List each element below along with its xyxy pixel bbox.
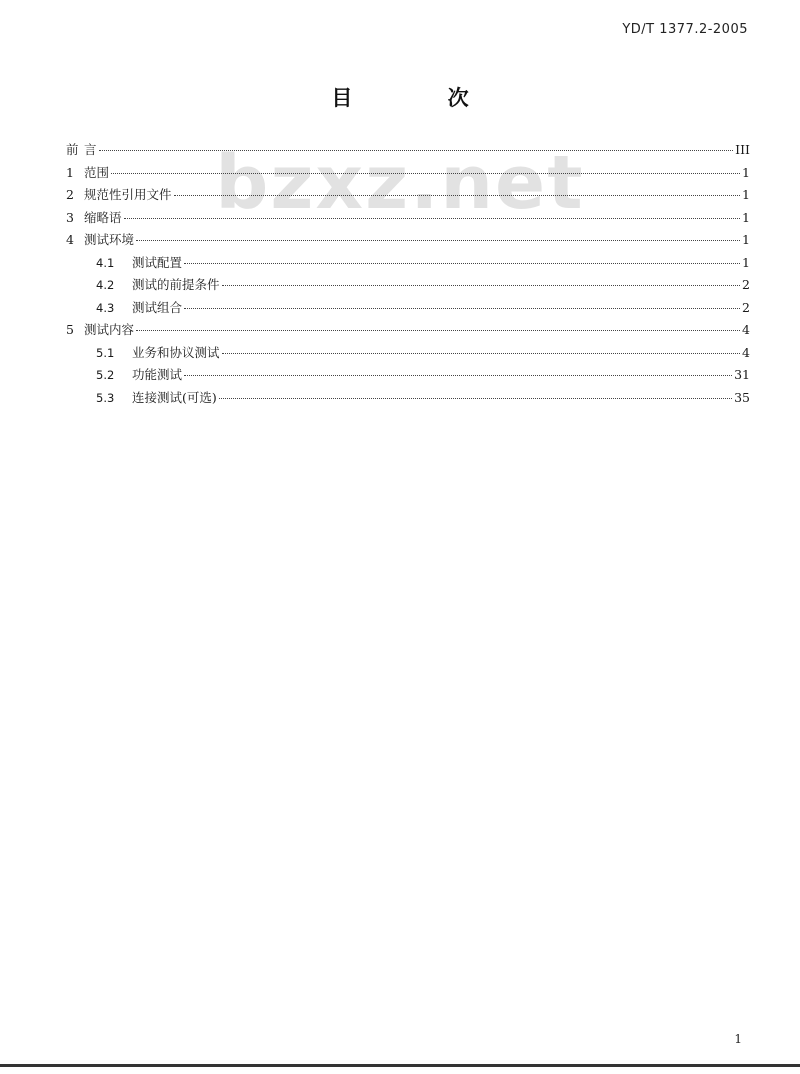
toc-entry-number: 4.1 — [96, 255, 115, 270]
toc-entry-number: 5 — [66, 322, 74, 337]
toc-entry-4-2[interactable] — [66, 275, 750, 298]
toc-entry-title: 测试组合 — [132, 299, 183, 315]
dot-leader — [219, 398, 732, 399]
toc-entry-4-1[interactable] — [66, 253, 750, 276]
toc-entry-title: 业务和协议测试 — [132, 344, 220, 360]
toc-entry-4[interactable] — [66, 230, 750, 253]
toc-entry-2[interactable] — [66, 185, 750, 208]
toc-entry-3[interactable] — [66, 208, 750, 231]
dot-leader — [111, 173, 740, 174]
toc-entry-number: 1 — [66, 164, 74, 180]
watermark: bzxz.net — [215, 140, 585, 226]
toc-entry-page: III — [735, 142, 750, 157]
toc-entry-title: 测试环境 — [84, 232, 135, 247]
toc-entry-page: 2 — [742, 299, 750, 315]
toc-entry-title: 规范性引用文件 — [84, 187, 172, 202]
toc-entry-page: 1 — [742, 209, 750, 225]
table-of-contents — [66, 140, 750, 410]
toc-entry-foreword[interactable] — [66, 140, 750, 163]
toc-entry-5-2[interactable] — [66, 365, 750, 388]
toc-entry-title: 范围 — [84, 164, 110, 180]
toc-entry-title: 言 — [84, 142, 97, 157]
dot-leader — [99, 150, 734, 151]
toc-entry-1[interactable] — [66, 163, 750, 186]
toc-entry-title: 测试的前提条件 — [132, 277, 220, 292]
toc-entry-page: 31 — [734, 367, 750, 382]
dot-leader — [174, 195, 741, 196]
toc-entry-number: 4.2 — [96, 278, 115, 292]
toc-entry-number: 5.1 — [96, 345, 115, 360]
toc-entry-number: 前 — [66, 142, 79, 157]
toc-entry-number: 4 — [66, 232, 74, 247]
toc-entry-title: 连接测试(可选) — [132, 389, 217, 405]
toc-entry-page: 4 — [742, 344, 750, 360]
dot-leader — [136, 240, 740, 241]
dot-leader — [222, 285, 741, 286]
toc-entry-title: 缩略语 — [84, 209, 122, 225]
toc-entry-number: 4.3 — [96, 300, 115, 315]
toc-entry-page: 1 — [742, 164, 750, 180]
dot-leader — [184, 263, 740, 264]
document-code: YD/T 1377.2-2005 — [622, 22, 748, 37]
toc-entry-number: 3 — [66, 209, 74, 225]
bottom-rule — [0, 1064, 800, 1067]
toc-entry-page: 1 — [742, 187, 750, 202]
dot-leader — [184, 375, 732, 376]
toc-entry-number: 2 — [66, 187, 74, 202]
toc-entry-page: 35 — [734, 389, 750, 405]
toc-entry-number: 5.2 — [96, 368, 115, 382]
dot-leader — [222, 353, 741, 354]
toc-entry-title: 功能测试 — [132, 367, 183, 382]
dot-leader — [136, 330, 740, 331]
toc-entry-page: 1 — [742, 254, 750, 270]
toc-entry-number: 5.3 — [96, 390, 115, 405]
toc-entry-page: 2 — [742, 277, 750, 292]
toc-entry-4-3[interactable] — [66, 298, 750, 321]
toc-entry-page: 1 — [742, 232, 750, 247]
dot-leader — [184, 308, 740, 309]
toc-entry-5-1[interactable] — [66, 343, 750, 366]
toc-entry-5-3[interactable] — [66, 388, 750, 411]
toc-entry-page: 4 — [742, 322, 750, 337]
dot-leader — [124, 218, 741, 219]
page-title: 目 次 — [331, 86, 513, 110]
toc-entry-title: 测试配置 — [132, 254, 183, 270]
toc-entry-5[interactable] — [66, 320, 750, 343]
toc-entry-title: 测试内容 — [84, 322, 135, 337]
page-number: 1 — [734, 1032, 742, 1046]
